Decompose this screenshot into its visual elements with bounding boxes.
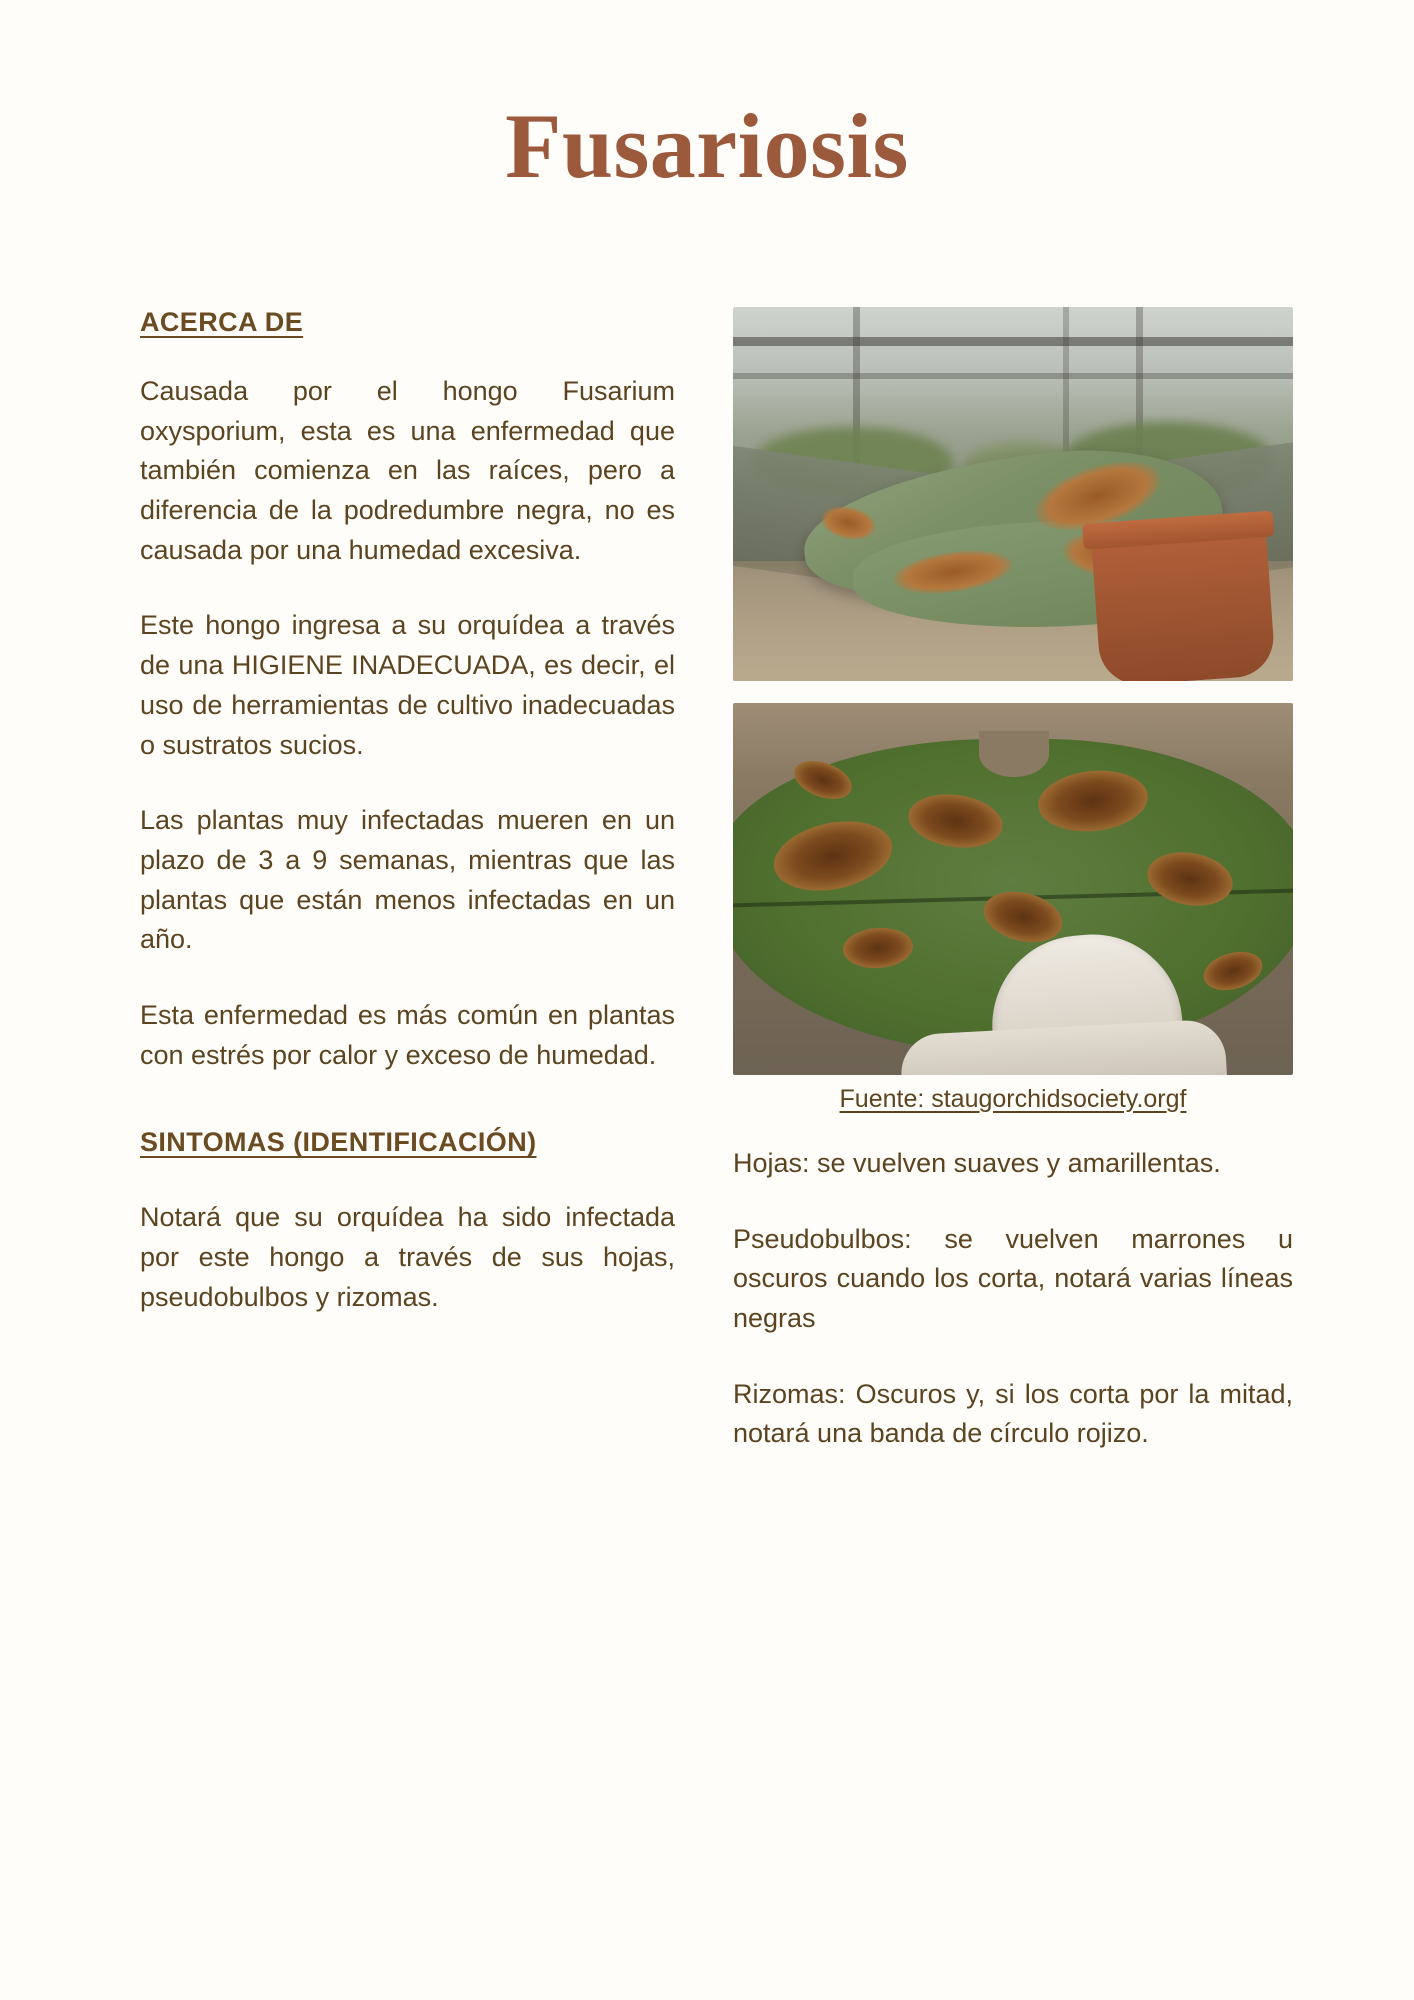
symptom-leaves: Hojas: se vuelven suaves y amarillentas. xyxy=(733,1148,1221,1178)
section-heading-symptoms: SINTOMAS (IDENTIFICACIÓN) xyxy=(140,1127,537,1158)
clay-pot xyxy=(1091,525,1276,681)
greenhouse-orchid-photo xyxy=(733,307,1293,681)
symptom-rhizomes: Rizomas: Oscuros y, si los corta por la mitad, notará una banda de círculo rojizo. xyxy=(733,1378,1293,1449)
greenhouse-post xyxy=(1063,307,1069,464)
paragraph-about-2: Este hongo ingresa a su orquídea a través de una HIGIENE INADECUADA, es decir, el uso de herramientas de cultivo inadecuadas o sustratos sucios. xyxy=(140,610,675,760)
greenhouse-beam xyxy=(733,337,1293,346)
infected-leaf-closeup-photo xyxy=(733,703,1293,1075)
section-heading-about: ACERCA DE xyxy=(140,307,304,337)
paragraph-about-1: Causada por el hongo Fusarium oxysporium, esta es una enfermedad que también comienza en las raíces, pero a diferencia de la podredumbre negra, no es causada por una humedad excesiva. xyxy=(140,376,675,565)
right-column xyxy=(733,307,1293,1490)
image-source-caption: Fuente: staugorchidsociety.orgf xyxy=(839,1085,1187,1113)
symptom-pseudobulbs: Pseudobulbos: se vuelven marrones u oscuros cuando los corta, notará varias líneas negras xyxy=(733,1223,1293,1334)
greenhouse-beam xyxy=(733,373,1293,379)
paragraph-symptoms-intro: Notará que su orquídea ha sido infectada por este hongo a través de sus hojas, pseudobulbos y rizomas. xyxy=(140,1202,675,1312)
page-title: Fusariosis xyxy=(505,95,909,197)
leaf-notch xyxy=(979,731,1049,777)
paragraph-about-3: Las plantas muy infectadas mueren en un plazo de 3 a 9 semanas, mientras que las plantas que están menos infectadas en un año. xyxy=(140,805,675,955)
left-column xyxy=(140,307,675,1317)
paragraph-about-4: Esta enfermedad es más común en plantas con estrés por calor y exceso de humedad. xyxy=(140,999,675,1070)
document-body xyxy=(0,192,1414,1490)
